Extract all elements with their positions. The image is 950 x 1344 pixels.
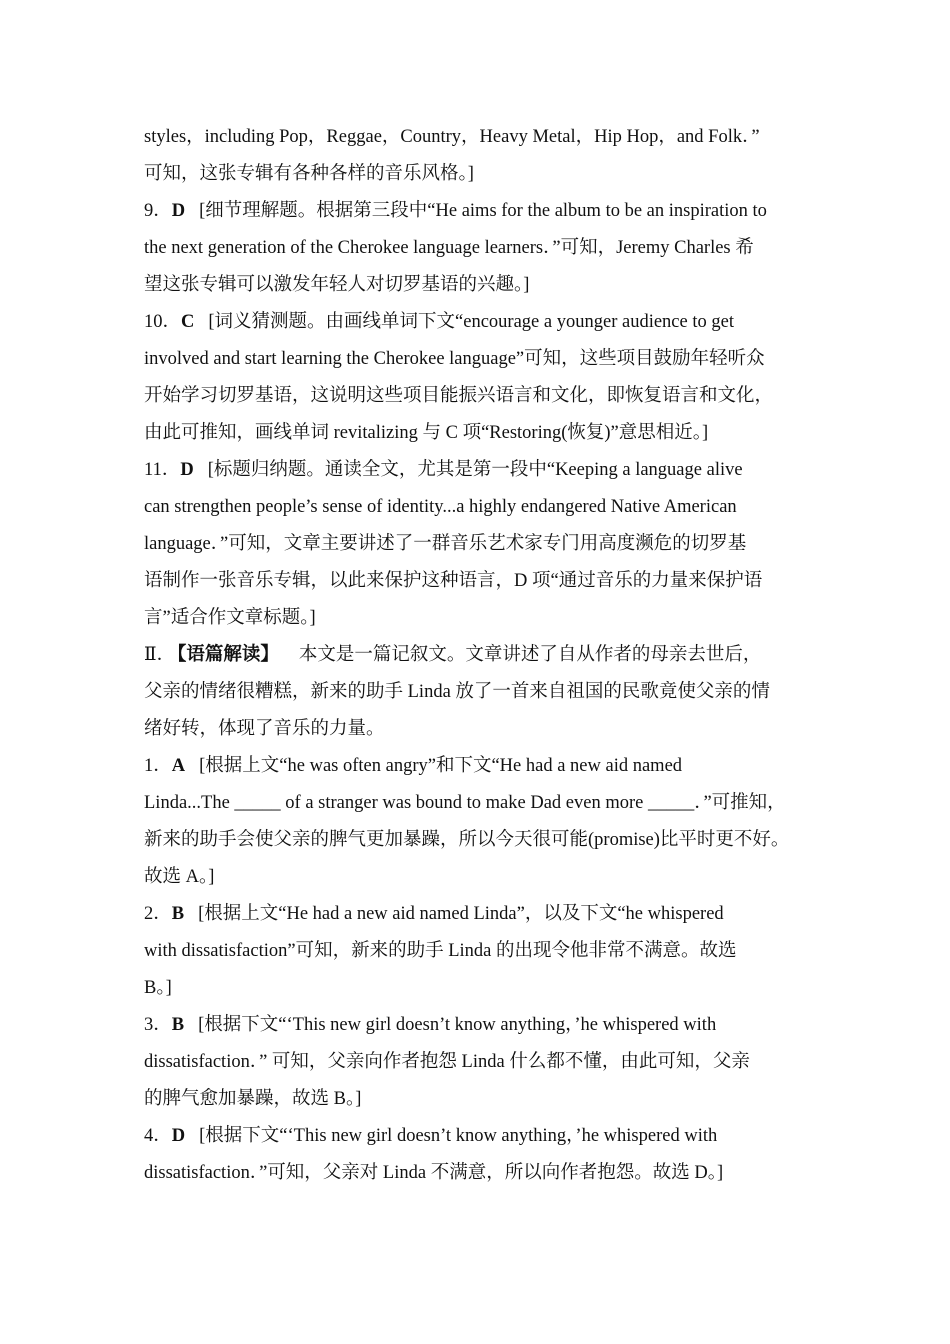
text-line: [144, 193, 808, 230]
text-line: 言”适合作文章标题。]: [144, 608, 316, 628]
answer-letter: D: [180, 460, 194, 480]
text-line: 新来的助手会使父亲的脾气更加暴躁，所以今天很可能(promise)比平时更不好。: [144, 830, 790, 850]
text-line: 父亲的情绪很糟糕，新来的助手 Linda 放了一首来自祖国的民歌竟使父亲的情: [144, 682, 770, 702]
question-number: 4．: [144, 1126, 172, 1146]
question-number: 3．: [144, 1015, 172, 1035]
answer-letter: C: [181, 312, 195, 332]
question-number: 1．: [144, 756, 172, 776]
text-line: 望这张专辑可以激发年轻人对切罗基语的兴趣。]: [144, 275, 530, 295]
answer-letter: D: [171, 1126, 186, 1146]
section-2-intro: [144, 637, 808, 748]
explanation-text: [标题归纳题。通读全文，尤其是第一段中“Keeping a language alive: [207, 460, 743, 480]
text-line: can strengthen people’s sense of identity...a highly endangered Native American: [144, 497, 737, 517]
question-number: 11．: [144, 460, 181, 480]
question-10: [144, 304, 808, 452]
text-line: involved and start learning the Cherokee language”可知，这些项目鼓励年轻听众: [144, 349, 765, 369]
text-line: 语制作一张音乐专辑，以此来保护这种语言，D 项“通过音乐的力量来保护语: [144, 571, 763, 591]
explanation-text: [细节理解题。根据第三段中“He aims for the album to be an inspiration to: [199, 201, 767, 221]
text-line: [144, 748, 808, 785]
text-line: dissatisfaction．” 可知，父亲向作者抱怨 Linda 什么都不懂，由此可知，父亲: [144, 1052, 750, 1072]
text-line: 由此可推知，画线单词 revitalizing 与 C 项“Restoring(恢复)”意思相近。]: [144, 423, 709, 443]
intro-text: 本文是一篇记叙文。文章讲述了自从作者的母亲去世后，: [298, 645, 762, 665]
explanation-text: [根据上文“he was often angry”和下文“He had a new aid named: [199, 756, 683, 776]
text-line: B。]: [144, 978, 172, 998]
question-3: [144, 1007, 808, 1118]
text-line: 绪好转，体现了音乐的力量。: [144, 719, 385, 739]
text-line: [144, 896, 808, 933]
question-4: [144, 1118, 808, 1192]
answer-letter: A: [171, 756, 186, 776]
explanation-text: [根据上文“He had a new aid named Linda”，以及下文“he whispered: [198, 904, 724, 924]
explanation-text: [根据下文“‘This new girl doesn’t know anything，’he whispered with: [199, 1126, 718, 1146]
text-line: [144, 304, 808, 341]
text-line: 的脾气愈加暴躁，故选 B。]: [144, 1089, 362, 1109]
text-line: 开始学习切罗基语，这说明这些项目能振兴语言和文化，即恢复语言和文化，: [144, 386, 774, 406]
text-line: Linda...The _____ of a stranger was bound to make Dad even more _____．”可推知，: [144, 793, 786, 813]
section-heading: 【语篇解读】: [177, 645, 279, 665]
answer-letter: D: [171, 201, 186, 221]
q8-continuation: [144, 119, 808, 193]
question-11: [144, 452, 808, 637]
section-number: Ⅱ．: [144, 645, 176, 665]
explanation-text: [根据下文“‘This new girl doesn’t know anything，’he whispered with: [198, 1015, 717, 1035]
text-line: 故选 A。]: [144, 867, 215, 887]
text-line: [144, 1118, 808, 1155]
question-2: [144, 896, 808, 1007]
text-line: [144, 452, 808, 489]
question-number: 2．: [144, 904, 172, 924]
question-number: 10．: [144, 312, 182, 332]
text-line: with dissatisfaction”可知，新来的助手 Linda 的出现令他非常不满意。故选: [144, 941, 737, 961]
text-line: the next generation of the Cherokee language learners．”可知，Jeremy Charles 希: [144, 238, 754, 258]
text-line: [144, 637, 808, 674]
question-1: [144, 748, 808, 896]
text-line: 可知，这张专辑有各种各样的音乐风格。]: [144, 164, 474, 184]
answer-letter: B: [171, 1015, 185, 1035]
question-9: [144, 193, 808, 304]
text-line: styles，including Pop，Reggae，Country，Heavy Metal，Hip Hop，and Folk．”: [144, 127, 760, 147]
text-line: dissatisfaction．”可知，父亲对 Linda 不满意，所以向作者抱怨。故选 D。]: [144, 1163, 724, 1183]
text-line: [144, 1007, 808, 1044]
explanation-text: [词义猜测题。由画线单词下文“encourage a younger audience to get: [208, 312, 734, 332]
answer-letter: B: [171, 904, 185, 924]
question-number: 9．: [144, 201, 172, 221]
text-line: language．”可知，文章主要讲述了一群音乐艺术家专门用高度濒危的切罗基: [144, 534, 747, 554]
answer-key-body: [144, 119, 808, 1192]
